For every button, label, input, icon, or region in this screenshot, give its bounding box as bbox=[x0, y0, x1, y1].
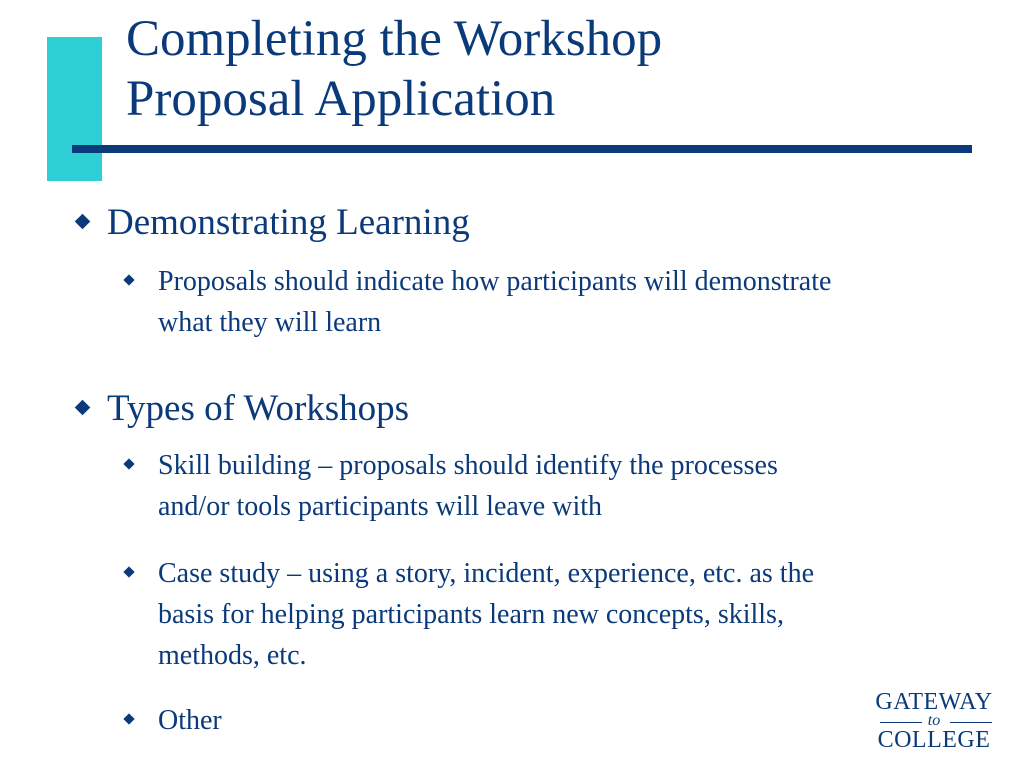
logo-line-college: COLLEGE bbox=[877, 727, 991, 753]
logo-line-to: to bbox=[927, 712, 941, 729]
sub-bullet-skill-building bbox=[158, 445, 988, 527]
sub-bullet-line: methods, etc. bbox=[158, 640, 307, 671]
logo-line-gateway: GATEWAY bbox=[875, 689, 993, 715]
title-line-2: Proposal Application bbox=[126, 71, 556, 127]
sub-bullet-line: Other bbox=[158, 705, 222, 736]
gateway-to-college-logo bbox=[874, 689, 994, 753]
sub-bullet-line: Proposals should indicate how participants will demonstrate bbox=[158, 266, 832, 297]
accent-block bbox=[47, 37, 102, 181]
sub-bullet-case-study bbox=[158, 553, 988, 676]
sub-bullet-line: basis for helping participants learn new concepts, skills, bbox=[158, 599, 784, 630]
diamond-bullet-icon bbox=[123, 713, 134, 724]
slide-title bbox=[126, 9, 986, 129]
diamond-bullet-icon bbox=[75, 400, 91, 416]
sub-bullet-other bbox=[158, 700, 988, 741]
diamond-bullet-icon bbox=[123, 566, 134, 577]
sub-bullet-line: what they will learn bbox=[158, 307, 382, 338]
bullet-types-of-workshops bbox=[107, 388, 409, 430]
logo-middle bbox=[874, 712, 994, 730]
bullet-demonstrating-learning bbox=[107, 202, 470, 244]
sub-bullet-demonstrate bbox=[158, 261, 988, 343]
diamond-bullet-icon bbox=[123, 458, 134, 469]
logo-rule-left bbox=[880, 722, 922, 723]
diamond-bullet-icon bbox=[123, 274, 134, 285]
sub-bullet-line: and/or tools participants will leave with bbox=[158, 491, 603, 522]
title-underline bbox=[72, 145, 972, 153]
bullet-heading: Types of Workshops bbox=[107, 388, 410, 429]
sub-bullet-line: Skill building – proposals should identify the processes bbox=[158, 450, 778, 481]
diamond-bullet-icon bbox=[75, 214, 91, 230]
title-line-1: Completing the Workshop bbox=[126, 11, 663, 67]
sub-bullet-line: Case study – using a story, incident, experience, etc. as the bbox=[158, 558, 814, 589]
bullet-heading: Demonstrating Learning bbox=[107, 202, 470, 243]
logo-rule-right bbox=[950, 722, 992, 723]
